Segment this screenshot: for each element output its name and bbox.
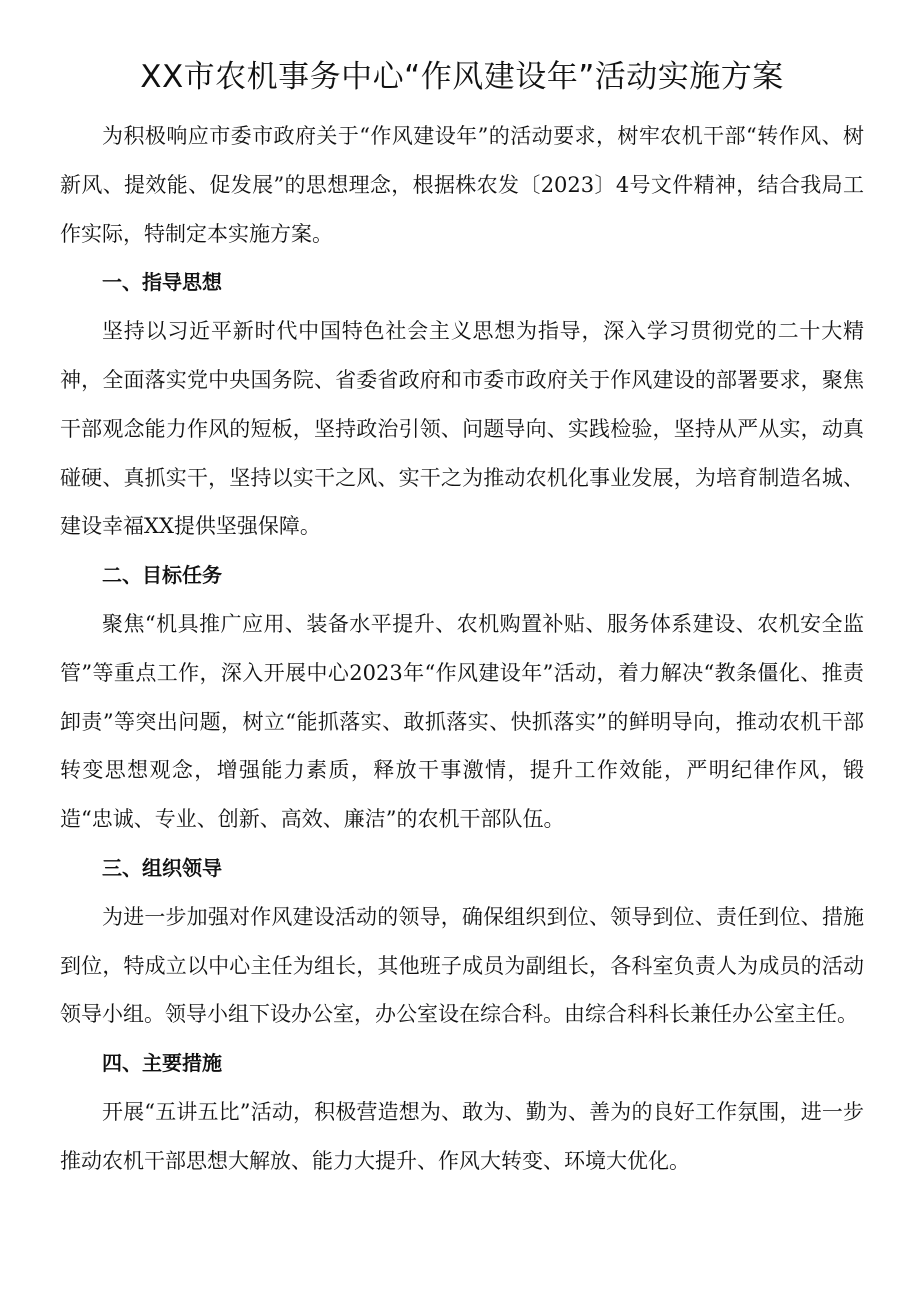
section-heading-guiding-ideology: 一、指导思想 xyxy=(102,270,222,295)
section-heading-main-measures: 四、主要措施 xyxy=(102,1051,222,1076)
section-body-goals-tasks: 聚焦“机具推广应用、装备水平提升、农机购置补贴、服务体系建设、农机安全监管”等重点工作，深入开展中心2023年“作风建设年”活动，着力解决“教条僵化、推责卸责”等突出问题，树立“能抓落实、敢抓落实、快抓落实”的鲜明导向，推动农机干部转变思想观念，增强能力素质，释放干事激情，提升工作效能，严明纪律作风，锻造“忠诚、专业、创新、高效、廉洁”的农机干部队伍。 xyxy=(60,611,864,832)
document-title: XX市农机事务中心“作风建设年”活动实施方案 xyxy=(140,59,784,95)
section-body-organization-leadership: 为进一步加强对作风建设活动的领导，确保组织到位、领导到位、责任到位、措施到位，特成立以中心主任为组长，其他班子成员为副组长，各科室负责人为成员的活动领导小组。领导小组下设办公室，办公室设在综合科。由综合科科长兼任办公室主任。 xyxy=(60,904,864,1027)
intro-paragraph: 为积极响应市委市政府关于“作风建设年”的活动要求，树牢农机干部“转作风、树新风、提效能、促发展”的思想理念，根据株农发〔2023〕4号文件精神，结合我局工作实际，特制定本实施方案。 xyxy=(60,124,864,246)
section-body-guiding-ideology: 坚持以习近平新时代中国特色社会主义思想为指导，深入学习贯彻党的二十大精神，全面落实党中央国务院、省委省政府和市委市政府关于作风建设的部署要求，聚焦干部观念能力作风的短板，坚持政治引领、问题导向、实践检验，坚持从严从实，动真碰硬、真抓实干，坚持以实干之风、实干之为推动农机化事业发展，为培育制造名城、建设幸福XX提供坚强保障。 xyxy=(60,319,864,539)
section-heading-organization-leadership: 三、组织领导 xyxy=(102,855,222,880)
section-heading-goals-tasks: 二、目标任务 xyxy=(102,563,222,588)
section-body-main-measures: 开展“五讲五比”活动，积极营造想为、敢为、勤为、善为的良好工作氛围，进一步推动农机干部思想大解放、能力大提升、作风大转变、环境大优化。 xyxy=(60,1099,864,1173)
